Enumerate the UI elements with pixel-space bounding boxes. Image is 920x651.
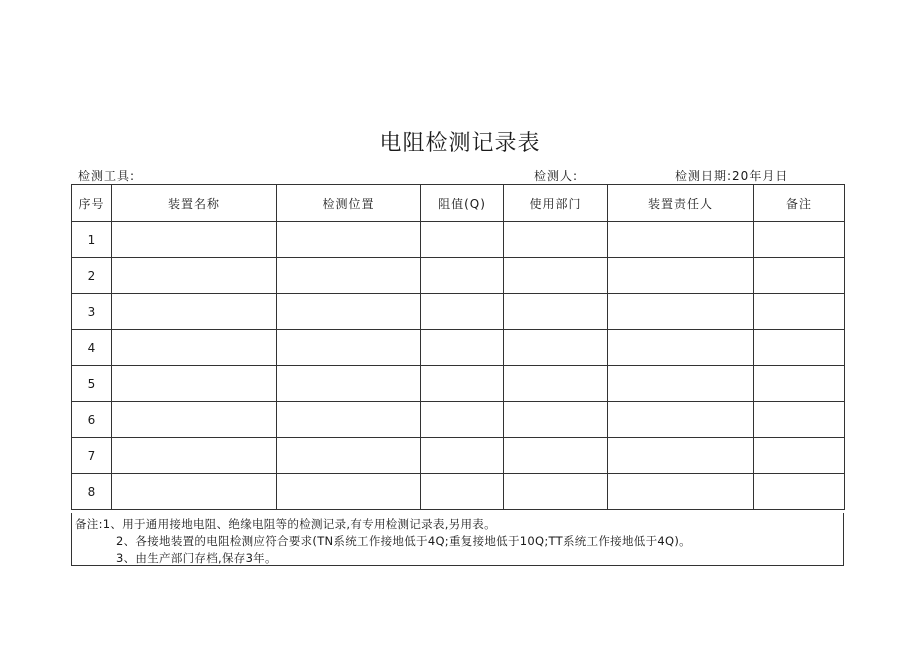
resistance-cell[interactable]	[421, 438, 504, 474]
resistance-cell[interactable]	[421, 258, 504, 294]
table-header-row	[72, 185, 845, 222]
table-row	[72, 438, 845, 474]
resistance-cell[interactable]	[421, 222, 504, 258]
resistance-cell[interactable]	[421, 402, 504, 438]
table-row	[72, 258, 845, 294]
responsible-person-cell[interactable]	[608, 330, 754, 366]
header-test-location: 检测位置	[277, 185, 421, 222]
row-number: 7	[72, 438, 112, 474]
table-row	[72, 222, 845, 258]
document-title: 电阻检测记录表	[379, 131, 541, 156]
table-row	[72, 330, 845, 366]
remarks-cell[interactable]	[754, 438, 845, 474]
device-name-cell[interactable]	[112, 438, 277, 474]
inspector-label: 检测人:	[534, 169, 579, 183]
row-number: 3	[72, 294, 112, 330]
test-location-cell[interactable]	[277, 294, 421, 330]
department-cell[interactable]	[504, 294, 608, 330]
test-location-cell[interactable]	[277, 258, 421, 294]
row-number: 2	[72, 258, 112, 294]
table-row	[72, 366, 845, 402]
department-cell[interactable]	[504, 330, 608, 366]
remarks-cell[interactable]	[754, 366, 845, 402]
remarks-cell[interactable]	[754, 330, 845, 366]
row-number: 8	[72, 474, 112, 510]
test-location-cell[interactable]	[277, 330, 421, 366]
test-location-cell[interactable]	[277, 474, 421, 510]
department-cell[interactable]	[504, 366, 608, 402]
device-name-cell[interactable]	[112, 222, 277, 258]
device-name-cell[interactable]	[112, 474, 277, 510]
remarks-cell[interactable]	[754, 474, 845, 510]
row-number: 5	[72, 366, 112, 402]
responsible-person-cell[interactable]	[608, 438, 754, 474]
device-name-cell[interactable]	[112, 258, 277, 294]
department-cell[interactable]	[504, 258, 608, 294]
remarks-cell[interactable]	[754, 222, 845, 258]
inspection-tool-label: 检测工具:	[78, 169, 136, 183]
responsible-person-cell[interactable]	[608, 258, 754, 294]
table-row	[72, 402, 845, 438]
department-cell[interactable]	[504, 402, 608, 438]
remarks-cell[interactable]	[754, 294, 845, 330]
header-device-name: 装置名称	[112, 185, 277, 222]
remarks-cell[interactable]	[754, 402, 845, 438]
test-location-cell[interactable]	[277, 438, 421, 474]
department-cell[interactable]	[504, 474, 608, 510]
resistance-cell[interactable]	[421, 330, 504, 366]
test-location-cell[interactable]	[277, 366, 421, 402]
row-number: 1	[72, 222, 112, 258]
department-cell[interactable]	[504, 222, 608, 258]
note-line-3: 3、由生产部门存档,保存3年。	[116, 551, 277, 565]
device-name-cell[interactable]	[112, 366, 277, 402]
notes-box	[71, 513, 844, 566]
responsible-person-cell[interactable]	[608, 222, 754, 258]
department-cell[interactable]	[504, 438, 608, 474]
device-name-cell[interactable]	[112, 294, 277, 330]
note-line-2: 2、各接地装置的电阻检测应符合要求(TN系统工作接地低于4Q;重复接地低于10Q;TT系统工作接地低于4Q)。	[116, 534, 691, 548]
resistance-cell[interactable]	[421, 294, 504, 330]
test-location-cell[interactable]	[277, 402, 421, 438]
responsible-person-cell[interactable]	[608, 474, 754, 510]
table-row	[72, 294, 845, 330]
row-number: 6	[72, 402, 112, 438]
header-department: 使用部门	[504, 185, 608, 222]
header-resistance: 阻值(Q)	[421, 185, 504, 222]
responsible-person-cell[interactable]	[608, 402, 754, 438]
table-row	[72, 474, 845, 510]
record-table	[71, 184, 845, 510]
responsible-person-cell[interactable]	[608, 366, 754, 402]
responsible-person-cell[interactable]	[608, 294, 754, 330]
row-number: 4	[72, 330, 112, 366]
device-name-cell[interactable]	[112, 330, 277, 366]
resistance-cell[interactable]	[421, 366, 504, 402]
inspection-date-label: 检测日期:20年月日	[675, 169, 789, 183]
remarks-cell[interactable]	[754, 258, 845, 294]
note-line-1: 备注:1、用于通用接地电阻、绝缘电阻等的检测记录,有专用检测记录表,另用表。	[75, 517, 496, 531]
header-responsible-person: 装置责任人	[608, 185, 754, 222]
test-location-cell[interactable]	[277, 222, 421, 258]
header-remarks: 备注	[754, 185, 845, 222]
header-serial-no: 序号	[72, 185, 112, 222]
device-name-cell[interactable]	[112, 402, 277, 438]
resistance-cell[interactable]	[421, 474, 504, 510]
